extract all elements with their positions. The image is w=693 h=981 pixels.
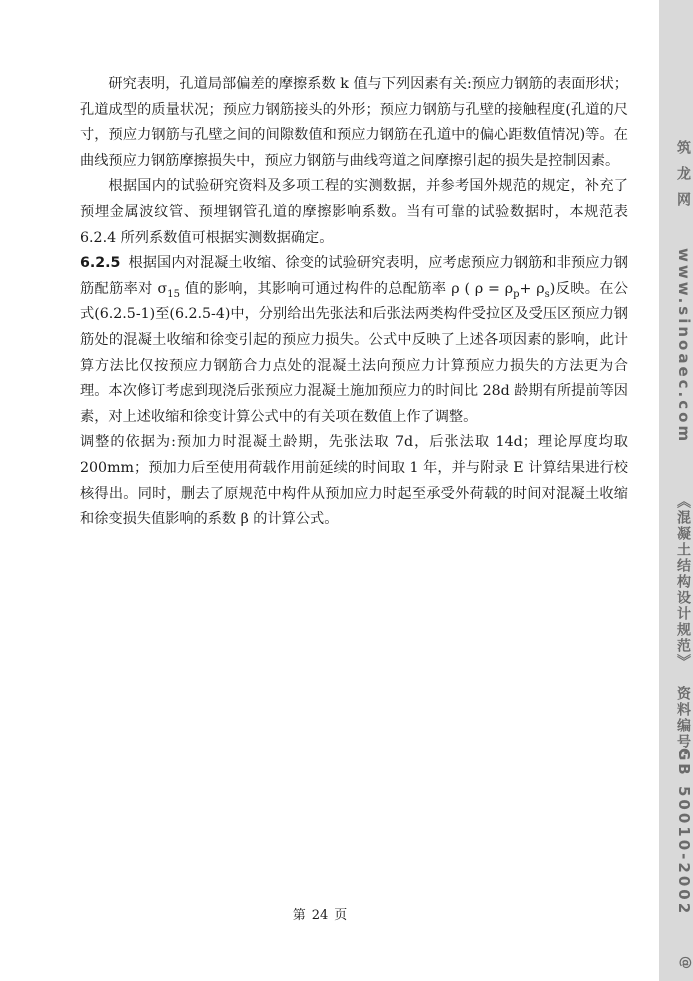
paragraph-friction-coefficients: 根据国内的试验研究资料及多项工程的实测数据，并参考国外规范的规定，补充了预埋金属波纹管、预埋钢管孔道的摩擦影响系数。当有可靠的试验数据时，本规范表 6.2.4 所列系数值可根据实测数据确定。 xyxy=(80,178,628,246)
subscript-s: s xyxy=(544,288,550,300)
paragraph-adjustment-basis: 调整的依据为:预加力时混凝土龄期，先张法取 7d，后张法取 14d；理论厚度均取200mm；预加力后至使用荷载作用前延续的时间取 1 年，并与附录 E 计算结果进行校核得出。同时，删去了原规范中构件从预加应力时起至承受外荷载的时间对混凝土收缩和徐变损失值影响的系数 β 的计算公式。 xyxy=(80,434,628,528)
page-suffix: 页 xyxy=(334,908,348,923)
sidebar-code-value: GB 50010-2002 xyxy=(675,748,693,917)
subscript-p: p xyxy=(513,288,520,300)
paragraph-friction-factors: 研究表明，孔道局部偏差的摩擦系数 k 值与下列因素有关:预应力钢筋的表面形状；孔道成型的质量状况；预应力钢筋接头的外形；预应力钢筋与孔壁的接触程度(孔道的尺寸，预应力钢筋与孔壁之间的间隙数值和预应力钢筋在孔道中的偏心距数值情况)等。在曲线预应力钢筋摩擦损失中，预应力钢筋与曲线弯道之间摩擦引起的损失是控制因素。 xyxy=(80,76,628,169)
sidebar-url: www.sinoaec.com xyxy=(675,248,693,445)
sidebar-code-label: 资料编号: xyxy=(675,686,691,758)
section-text-part-1: 根据国内对混凝土收缩、徐变的试验研究表明，应考虑预应力钢筋和非预应力钢筋配筋率对 σ xyxy=(80,255,628,297)
page-number: 24 xyxy=(311,908,329,923)
page-prefix: 第 xyxy=(292,908,306,923)
watermark-sidebar xyxy=(659,0,693,981)
paragraph-section-6-2-5 xyxy=(80,251,628,430)
section-text-part-2: 值的影响，其影响可通过构件的总配筋率 ρ ( ρ = ρ xyxy=(179,280,514,297)
sidebar-book-title: 《混凝土结构设计规范》 xyxy=(675,494,691,670)
body-text xyxy=(80,72,628,533)
section-text-part-3: + ρ xyxy=(519,280,545,297)
section-number: 6.2.5 xyxy=(80,255,121,272)
subscript-15: 15 xyxy=(167,288,180,300)
page-footer xyxy=(0,904,640,923)
sidebar-site-name: 筑龙网 xyxy=(675,140,691,218)
sidebar-bottom-mark: @ xyxy=(678,956,693,970)
section-text-part-4: )反映。在公式(6.2.5-1)至(6.2.5-4)中，分别给出先张法和后张法两类构件受拉区及受压区预应力钢筋处的混凝土收缩和徐变引起的预应力损失。公式中反映了上述各项因素的影响，此计算方法比仅按预应力钢筋合力点处的混凝土法向预应力计算预应力损失的方法更为合理。本次修订考虑到现浇后张预应力混凝土施加预应力的时间比 28d 龄期有所提前等因素，对上述收缩和徐变计算公式中的有关项在数值上作了调整。 xyxy=(80,280,628,425)
